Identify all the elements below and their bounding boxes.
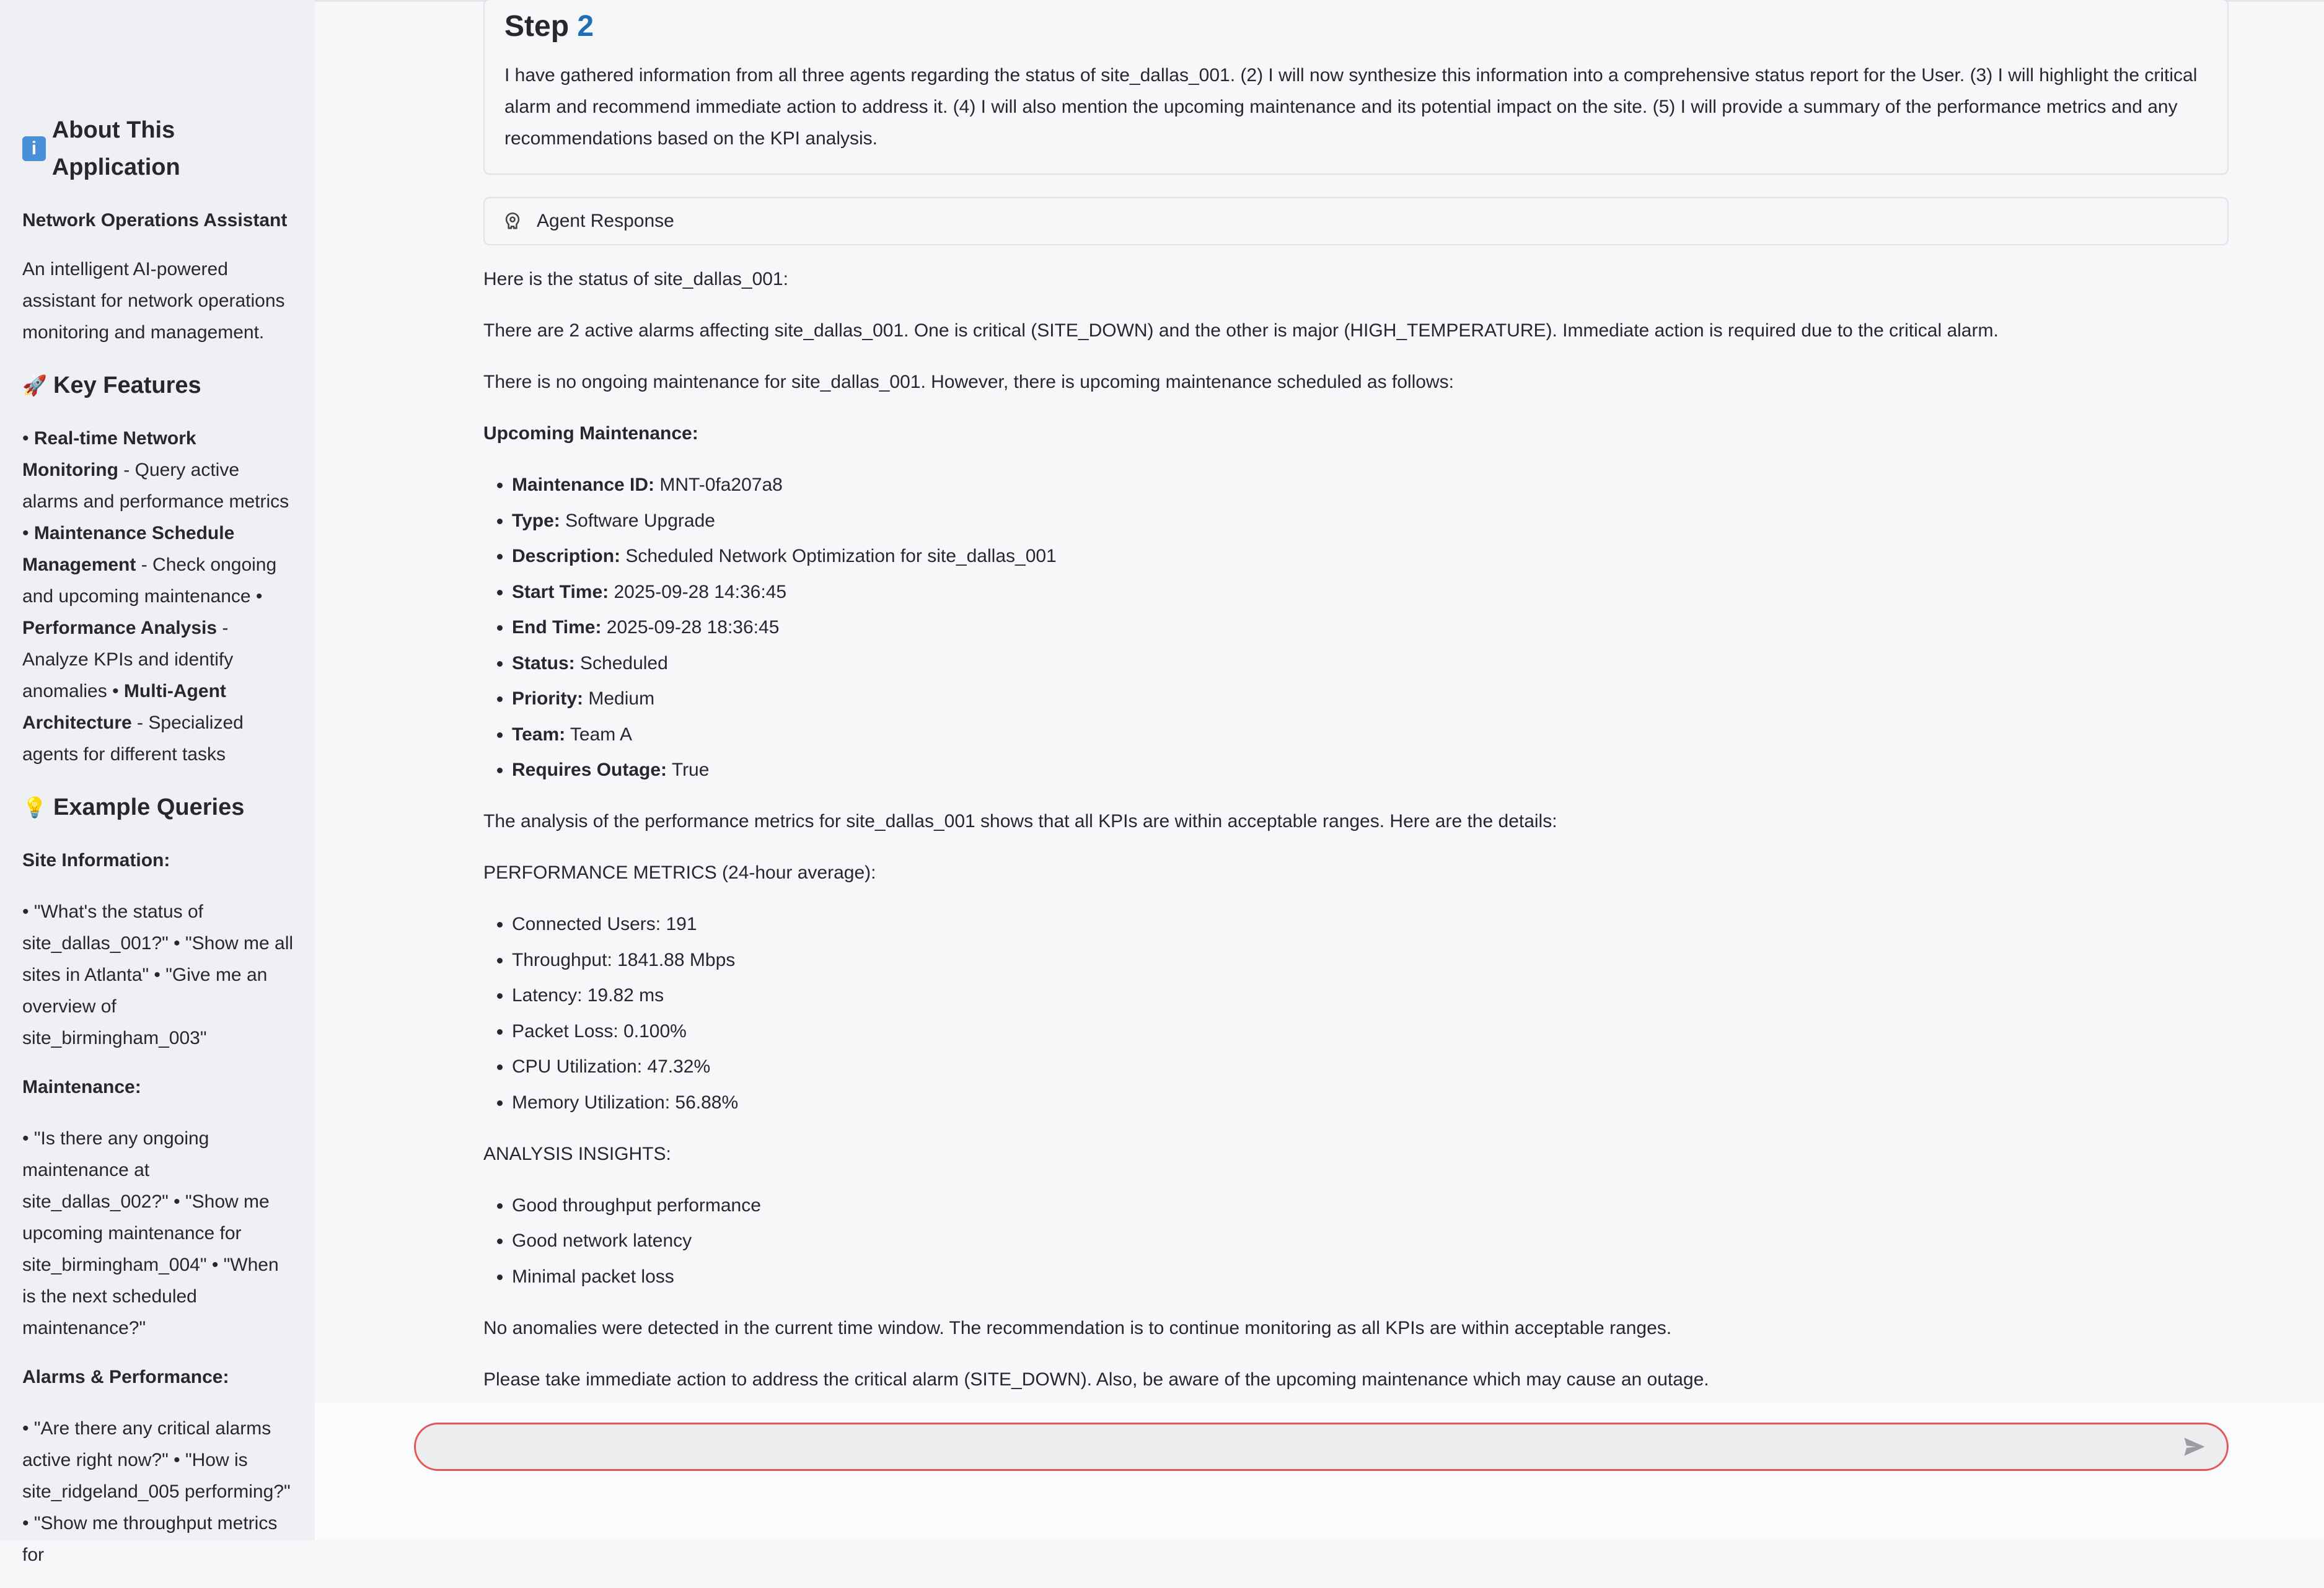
item-value: Scheduled Network Optimization for site_dallas_001 bbox=[620, 546, 1057, 566]
list-item: • Minimal packet loss bbox=[512, 1261, 2229, 1292]
list-item bbox=[512, 612, 2229, 643]
anomalies-text: No anomalies were detected in the current time window. The recommendation is to continue monitoring as all KPIs are within acceptable ranges. bbox=[483, 1317, 1672, 1338]
step-panel bbox=[483, 0, 2229, 175]
feature-name: Real-time Network Monitoring bbox=[22, 428, 196, 480]
item-label: Requires Outage: bbox=[512, 760, 667, 780]
chat-input-container bbox=[414, 1423, 2229, 1471]
list-item bbox=[512, 469, 2229, 501]
metrics-list bbox=[483, 908, 2229, 1118]
feature-bullet: • bbox=[255, 586, 263, 607]
main-content bbox=[315, 0, 2324, 1540]
item-label: Status: bbox=[512, 652, 575, 673]
item-value: Scheduled bbox=[574, 652, 668, 673]
feature-name: Performance Analysis bbox=[22, 618, 218, 638]
chat-input-bar bbox=[315, 1403, 2324, 1540]
list-item bbox=[512, 576, 2229, 608]
list-item: • Good throughput performance bbox=[512, 1190, 2229, 1221]
list-item bbox=[512, 505, 2229, 537]
list-item bbox=[512, 719, 2229, 750]
response-alarms: There are 2 active alarms affecting site_dallas_001. One is critical (SITE_DOWN) and the other is major (HIGH_TEMPERATURE). Immediate action is required due to the critical alarm. bbox=[483, 320, 1999, 341]
feature-name: Maintenance Schedule Management bbox=[22, 523, 235, 575]
list-item: • Throughput: 1841.88 Mbps bbox=[512, 944, 2229, 976]
list-item bbox=[512, 540, 2229, 572]
list-item: • CPU Utilization: 47.32% bbox=[512, 1051, 2229, 1082]
alarms-label: Alarms & Performance: bbox=[22, 1367, 229, 1387]
item-value: Team A bbox=[565, 724, 632, 745]
feature-bullet: • bbox=[22, 523, 34, 543]
item-value: Software Upgrade bbox=[560, 510, 715, 531]
upcoming-maintenance-title: Upcoming Maintenance: bbox=[483, 423, 698, 444]
feature-desc: - Specialized agents for different tasks bbox=[22, 713, 244, 765]
list-item: • Connected Users: 191 bbox=[512, 908, 2229, 940]
item-value: Medium bbox=[583, 688, 655, 709]
app-description: An intelligent AI-powered assistant for network operations monitoring and management. bbox=[22, 259, 285, 343]
list-item: • Latency: 19.82 ms bbox=[512, 980, 2229, 1011]
item-value: 2025-09-28 18:36:45 bbox=[601, 617, 780, 638]
list-item: • Good network latency bbox=[512, 1225, 2229, 1257]
item-label: Type: bbox=[512, 510, 560, 531]
feature-desc: - Check ongoing and upcoming maintenance bbox=[22, 555, 277, 607]
sidebar-content bbox=[22, 112, 295, 1588]
insights-list bbox=[483, 1190, 2229, 1292]
closing-text: Please take immediate action to address the critical alarm (SITE_DOWN). Also, be aware of the upcoming maintenance which may cause an outage. bbox=[483, 1369, 1709, 1390]
item-value: 2025-09-28 14:36:45 bbox=[609, 581, 787, 602]
item-label: Description: bbox=[512, 546, 621, 566]
item-label: Priority: bbox=[512, 688, 584, 709]
chat-input[interactable] bbox=[433, 1428, 2181, 1466]
agent-response-label: Agent Response bbox=[537, 211, 674, 231]
about-heading bbox=[22, 112, 295, 186]
feature-bullet: • bbox=[22, 428, 34, 449]
features-list bbox=[22, 423, 295, 770]
insights-title: ANALYSIS INSIGHTS: bbox=[483, 1143, 671, 1164]
item-value: True bbox=[667, 760, 710, 780]
agent-response-body bbox=[483, 263, 2229, 1395]
step-title bbox=[504, 7, 594, 46]
list-item bbox=[512, 754, 2229, 786]
lightbulb-icon: 💡 bbox=[22, 796, 47, 818]
response-maintenance-note: There is no ongoing maintenance for site_dallas_001. However, there is upcoming maintenance scheduled as follows: bbox=[483, 372, 1454, 392]
performance-title: PERFORMANCE METRICS (24-hour average): bbox=[483, 862, 876, 883]
rocket-icon: 🚀 bbox=[22, 374, 47, 397]
step-label: Step bbox=[504, 10, 570, 43]
site-info-label: Site Information: bbox=[22, 850, 170, 871]
site-info-examples: • "What's the status of site_dallas_001?" • "Show me all sites in Atlanta" • "Give me an overview of site_birmingham_003" bbox=[22, 901, 294, 1048]
step-number: 2 bbox=[577, 10, 594, 43]
feature-desc: - Analyze KPIs and identify anomalies bbox=[22, 618, 234, 701]
sidebar bbox=[0, 0, 315, 1565]
item-label: Start Time: bbox=[512, 581, 609, 602]
item-value: MNT-0fa207a8 bbox=[654, 475, 783, 495]
response-intro: Here is the status of site_dallas_001: bbox=[483, 269, 788, 289]
examples-heading bbox=[22, 789, 295, 826]
send-icon[interactable] bbox=[2181, 1433, 2208, 1460]
maintenance-list bbox=[483, 469, 2229, 786]
step-text: I have gathered information from all three agents regarding the status of site_dallas_001. (2) I will now synthesize this information into a comprehensive status report for the User. (3) I will highlight the critical alarm and recommend immediate action to address it. (4) I will also mention the upcoming maintenance and its potential impact on the site. (5) I will provide a summary of the performance metrics and any recommendations based on the KPI analysis. bbox=[504, 65, 2198, 149]
app-name: Network Operations Assistant bbox=[22, 210, 288, 230]
features-title: Key Features bbox=[53, 372, 201, 398]
feature-bullet: • bbox=[112, 681, 124, 701]
maintenance-label: Maintenance: bbox=[22, 1077, 141, 1097]
feature-desc: - Query active alarms and performance metrics bbox=[22, 460, 289, 512]
list-item: • Memory Utilization: 56.88% bbox=[512, 1087, 2229, 1118]
item-label: Maintenance ID: bbox=[512, 475, 655, 495]
list-item: • Packet Loss: 0.100% bbox=[512, 1016, 2229, 1047]
item-label: End Time: bbox=[512, 617, 602, 638]
alarms-examples: • "Are there any critical alarms active right now?" • "How is site_ridgeland_005 performing?" • "Show me throughput metrics for bbox=[22, 1418, 291, 1565]
examples-title: Example Queries bbox=[53, 794, 245, 820]
about-title: About This Application bbox=[51, 117, 180, 180]
features-heading bbox=[22, 367, 295, 404]
agent-icon bbox=[502, 211, 523, 232]
list-item bbox=[512, 683, 2229, 714]
item-label: Team: bbox=[512, 724, 566, 745]
list-item bbox=[512, 647, 2229, 679]
feature-name: Multi-Agent Architecture bbox=[22, 681, 226, 733]
agent-response-expander[interactable] bbox=[483, 197, 2229, 245]
maintenance-examples: • "Is there any ongoing maintenance at site_dallas_002?" • "Show me upcoming maintenance for site_birmingham_004" • "When is the next scheduled maintenance?" bbox=[22, 1128, 279, 1338]
performance-intro: The analysis of the performance metrics for site_dallas_001 shows that all KPIs are within acceptable ranges. Here are the details: bbox=[483, 811, 1557, 831]
info-icon: i bbox=[22, 136, 46, 161]
